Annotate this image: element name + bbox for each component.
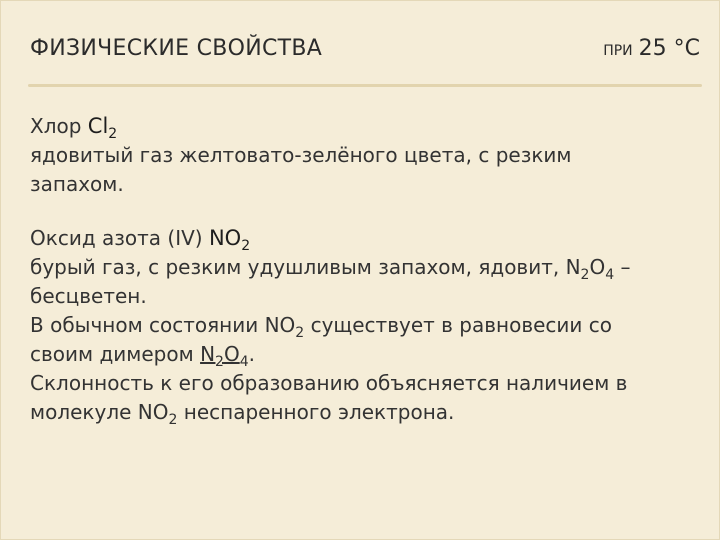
no2-desc-line-5: Склонность к его образованию объясняется наличием в bbox=[30, 371, 628, 395]
no2-desc1-text: бурый газ, с резким удушливым запахом, ядовит, N bbox=[30, 255, 581, 279]
no2-formula bbox=[208, 226, 251, 254]
no2-desc6-a: молекуле NO bbox=[30, 400, 169, 424]
no2-desc1-mid: O bbox=[589, 255, 606, 279]
no2-desc3-sub: 2 bbox=[295, 325, 305, 341]
no2-desc-line-3 bbox=[30, 311, 700, 340]
no2-formula-sub: 2 bbox=[241, 238, 251, 254]
title-row bbox=[30, 36, 700, 76]
chlorine-formula-main: Cl bbox=[87, 114, 109, 138]
no2-name: Оксид азота (IV) bbox=[30, 226, 203, 250]
no2-desc-line-6 bbox=[30, 398, 700, 427]
dimer-sub2: 4 bbox=[239, 354, 249, 370]
condition-label: ПРИ bbox=[603, 43, 633, 59]
no2-desc6-b: неспаренного электрона. bbox=[177, 400, 455, 424]
no2-desc6-sub: 2 bbox=[168, 412, 178, 428]
no2-heading bbox=[30, 224, 700, 253]
no2-desc3-a: В обычном состоянии NO bbox=[30, 313, 296, 337]
chlorine-formula-sub: 2 bbox=[108, 126, 118, 142]
chlorine-heading bbox=[30, 112, 700, 141]
title-divider bbox=[28, 84, 702, 87]
dimer-link[interactable] bbox=[200, 342, 249, 370]
dimer-o: O bbox=[223, 342, 240, 366]
section-gap bbox=[30, 199, 700, 224]
chlorine-desc-line-2: запахом. bbox=[30, 172, 124, 196]
no2-desc-line-2: бесцветен. bbox=[30, 284, 147, 308]
chlorine-name: Хлор bbox=[30, 114, 82, 138]
slide-title: ФИЗИЧЕСКИЕ СВОЙСТВА bbox=[30, 36, 323, 61]
no2-desc-line-1 bbox=[30, 253, 700, 282]
no2-desc1-end: – bbox=[614, 255, 631, 279]
no2-desc4-a: своим димером bbox=[30, 342, 201, 366]
no2-desc4-end: . bbox=[248, 342, 255, 366]
no2-desc1-sub1: 2 bbox=[580, 267, 590, 283]
dimer-n: N bbox=[200, 342, 216, 366]
condition-value: 25 °C bbox=[638, 36, 700, 61]
condition bbox=[603, 36, 700, 61]
no2-desc1-sub2: 4 bbox=[605, 267, 615, 283]
slide-content bbox=[30, 112, 700, 427]
chlorine-desc-line-1: ядовитый газ желтовато-зелёного цвета, с резким bbox=[30, 143, 572, 167]
no2-desc-line-4 bbox=[30, 340, 700, 369]
chlorine-formula bbox=[87, 114, 118, 142]
dimer-sub1: 2 bbox=[215, 354, 224, 370]
no2-desc3-b: существует в равновесии со bbox=[304, 313, 613, 337]
no2-formula-main: NO bbox=[208, 226, 242, 250]
